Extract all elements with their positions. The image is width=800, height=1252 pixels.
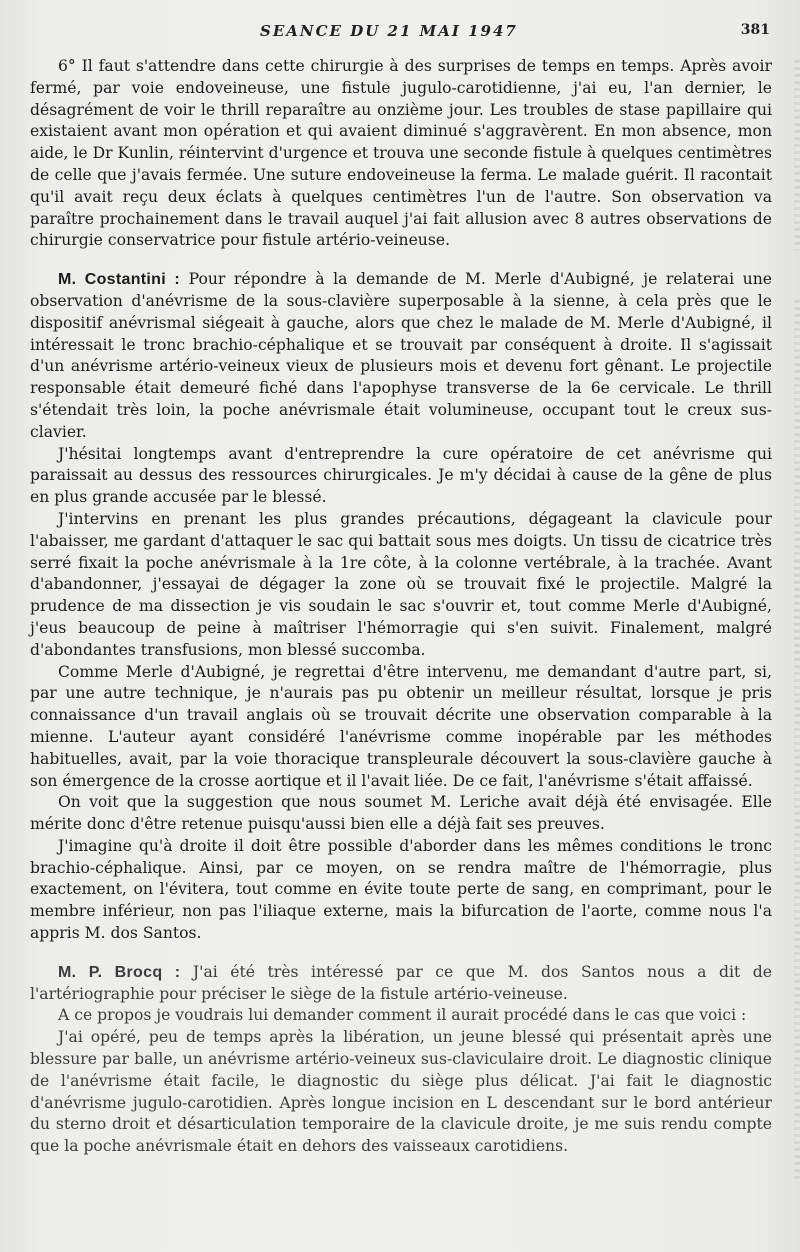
paragraph-text: Pour répondre à la demande de M. Merle d'Aubigné, je relaterai une observation d'anévrisme de la sous-clavière superposable à la sienne, à cela près que le dispositif anévrismal siégeait à gauche, alors que chez le malade de M. Merle d'Aubigné, il intéressait le tronc brachio-céphalique et se trouvait par conséquent à droite. Il s'agissait d'un anévrisme artério-veineux vieux de plusieurs mois et devenu fort gênant. Le projectile responsable était demeuré fiché dans l'apophyse transverse de la 6e cervicale. Le thrill s'étendait très loin, la poche anévrismale était volumineuse, occupant tout le creux sus-clavier. xyxy=(30,270,772,441)
paragraph-costantini-hesitation xyxy=(30,444,772,509)
facing-page-bleed xyxy=(794,560,800,1180)
paragraph-brocq-case xyxy=(30,1027,772,1158)
speaker-name: M. P. Brocq : xyxy=(58,963,181,981)
paragraph-text: J'imagine qu'à droite il doit être possible d'aborder dans les mêmes conditions le tronc brachio-céphalique. Ainsi, par ce moyen, on se rendra maître de l'hémorragie, plus exactement, on l'évitera, tout comme en évite toute perte de sang, en comprimant, pour le membre inférieur, non pas l'iliaque externe, mais la bifurcation de l'aorte, comme nous l'a appris M. dos Santos. xyxy=(30,836,772,943)
facing-page-bleed xyxy=(794,60,800,250)
section-break xyxy=(30,945,772,962)
speaker-name: M. Costantini : xyxy=(58,271,180,289)
paragraph-costantini-conclusion xyxy=(30,836,772,945)
paragraph-text: J'intervins en prenant les plus grandes précautions, dégageant la clavicule pour l'abaisser, me gardant d'attaquer le sac qui battait sous mes doigts. Un tissu de cicatrice très serré fixait la poche anévrismale à la 1re côte, à la colonne vertébrale, à la trachée. Avant d'abandonner, j'essayai de dégager la zone où se trouvait fixé le projectile. Malgré la prudence de ma dissection je vis soudain le sac s'ouvrir et, tout comme Merle d'Aubigné, j'eus beaucoup de peine à maîtriser l'hémorragie qui s'en suivit. Finalement, malgré d'abondantes transfusions, mon blessé succomba. xyxy=(30,509,772,659)
running-head: SEANCE DU 21 MAI 1947 xyxy=(260,22,518,40)
paragraph-costantini-intro xyxy=(30,269,772,443)
paragraph-text: J'ai opéré, peu de temps après la libération, un jeune blessé qui présentait après une blessure par balle, un anévrisme artério-veineux sus-claviculaire droit. Le diagnostic clinique de l'anévrisme était facile, le diagnostic du siège plus délicat. J'ai fait le diagnostic d'anévrisme jugulo-carotidien. Après longue incision en L descendant sur le bord antérieur du sterno droit et désarticulation temporaire de la clavicule droite, je me suis rendu compte que la poche anévrismale était en dehors des vaisseaux carotidiens. xyxy=(30,1028,772,1156)
paragraph-text: J'hésitai longtemps avant d'entreprendre la cure opératoire de cet anévrisme qui paraissait au dessus des ressources chirurgicales. Je m'y décidai à cause de la gêne de plus en plus grande accusée par le blessé. xyxy=(30,444,772,507)
paragraph-text: 6° Il faut s'attendre dans cette chirurgie à des surprises de temps en temps. Après avoir fermé, par voie endoveineuse, une fistule jugulo-carotidienne, j'ai eu, l'an dernier, le désagrément de voir le thrill reparaître au onzième jour. Les troubles de stase papillaire qui existaient avant mon opération et qui avaient diminué s'aggravèrent. En mon absence, mon aide, le Dr Kunlin, réintervint d'urgence et trouva une seconde fistule à quelques centimètres de celle que j'avais fermée. Une suture endoveineuse la ferma. Le malade guérit. Il racontait qu'il avait reçu deux éclats à quelques centimètres l'un de l'autre. Son observation va paraître prochainement dans le travail auquel j'ai fait allusion avec 8 autres observations de chirurgie conservatrice pour fistule artério-veineuse. xyxy=(30,57,772,250)
paragraph-fistule-surprises xyxy=(30,56,772,252)
paragraph-costantini-operation xyxy=(30,509,772,662)
document-body xyxy=(30,56,772,1158)
paragraph-text: J'ai été très intéressé par ce que M. dos Santos nous a dit de l'artériographie pour préciser le siège de la fistule artério-veineuse. xyxy=(30,962,772,1003)
paragraph-text: Comme Merle d'Aubigné, je regrettai d'être intervenu, me demandant d'autre part, si, par une autre technique, je n'aurais pas pu obtenir un meilleur résultat, lorsque je pris connaissance d'un travail anglais où se trouvait décrite une observation comparable à la mienne. L'auteur ayant considéré l'anévrisme comme inopérable par les méthodes habituelles, avait, par la voie thoracique transpleurale découvert la sous-clavière gauche à son émergence de la crosse aortique et il l'avait liée. De ce fait, l'anévrisme s'était affaissé. xyxy=(30,662,772,790)
paragraph-text: A ce propos je voudrais lui demander comment il aurait procédé dans le cas que voici : xyxy=(58,1006,747,1025)
page-number: 381 xyxy=(740,22,770,38)
paragraph-brocq-question xyxy=(30,1005,772,1027)
page-header xyxy=(30,22,770,46)
paragraph-costantini-suggestion xyxy=(30,792,772,836)
section-break xyxy=(30,252,772,269)
paragraph-text: On voit que la suggestion que nous soumet M. Leriche avait déjà été envisagée. Elle mérite donc d'être retenue puisqu'aussi bien elle a déjà fait ses preuves. xyxy=(30,793,772,834)
paragraph-costantini-regret xyxy=(30,662,772,793)
paragraph-brocq-intro xyxy=(30,962,772,1006)
